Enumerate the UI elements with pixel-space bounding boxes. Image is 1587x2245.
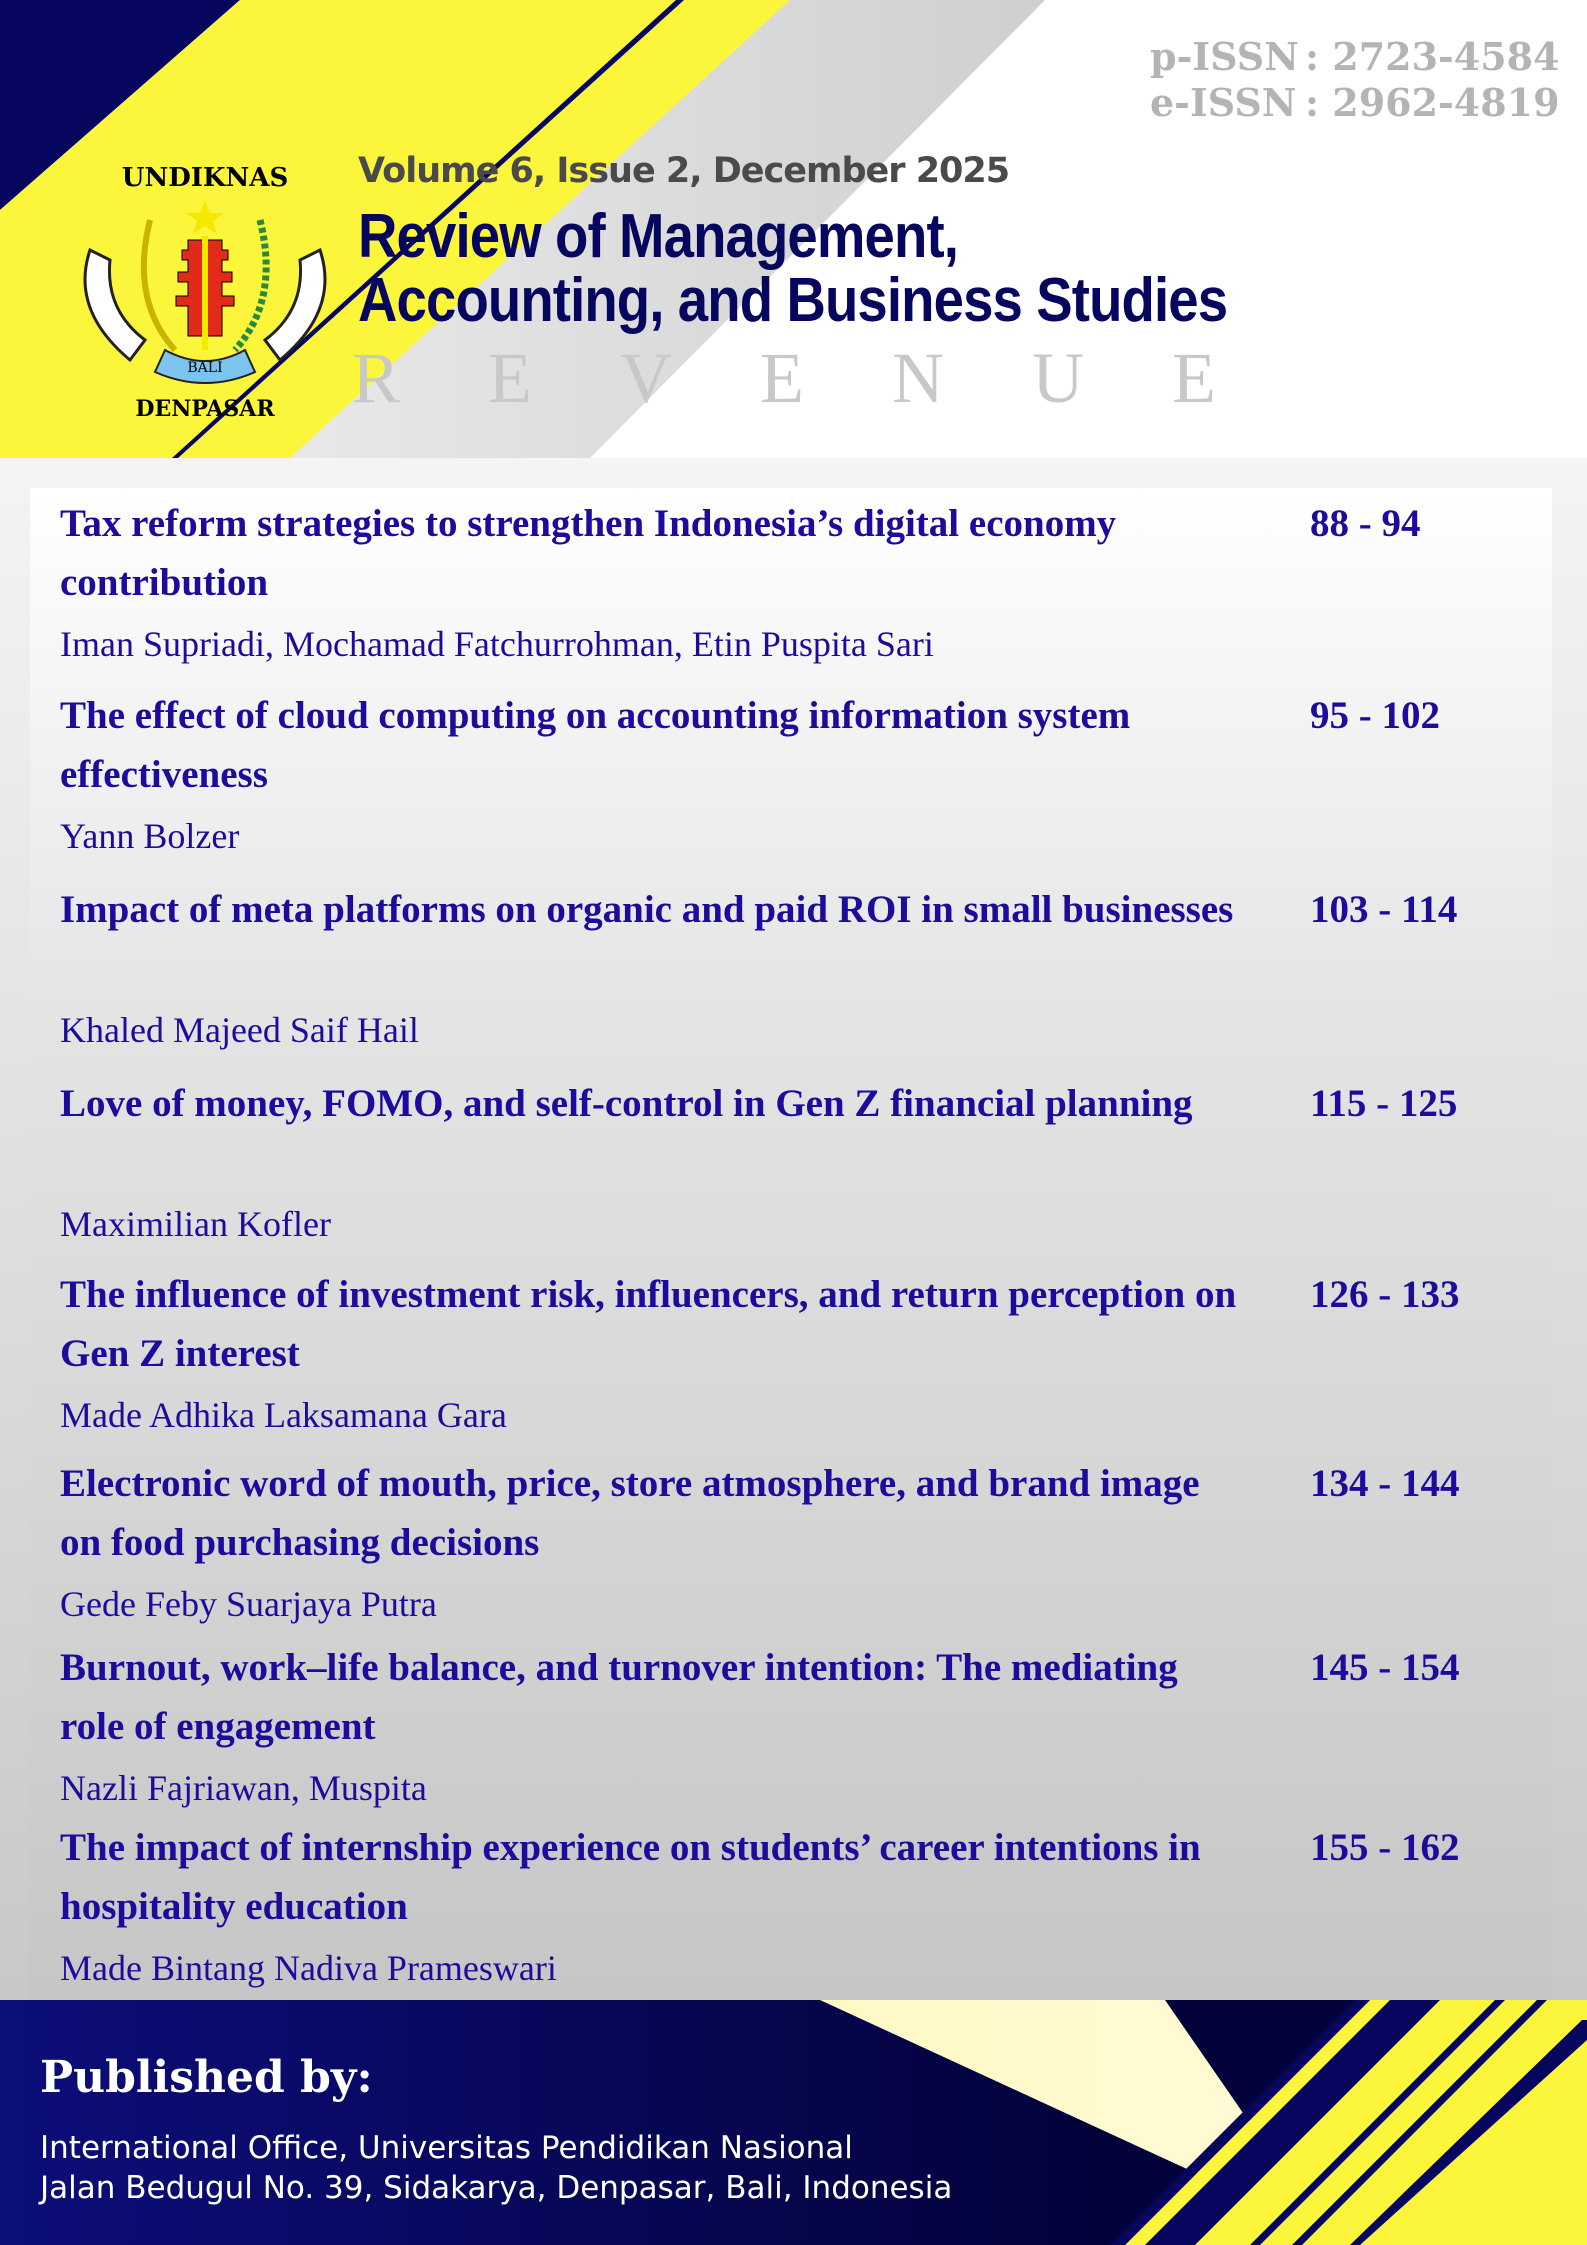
article-pages: 126 - 133 <box>1310 1273 1460 1316</box>
article-pages: 88 - 94 <box>1310 502 1421 545</box>
article-pages: 145 - 154 <box>1310 1646 1460 1689</box>
article-pages: 134 - 144 <box>1310 1462 1460 1505</box>
article-authors: Yann Bolzer <box>60 816 240 856</box>
p-issn: p-ISSN : 2723-4584 <box>1150 34 1560 79</box>
article-entry <box>30 1638 1530 1828</box>
article-title: The impact of internship experience on students’ career intentions in hospitality education <box>60 1826 1201 1928</box>
article-authors: Made Adhika Laksamana Gara <box>60 1395 507 1435</box>
svg-text:UNDIKNAS: UNDIKNAS <box>121 163 289 193</box>
article-title: Tax reform strategies to strengthen Indonesia’s digital economy contribution <box>60 502 1117 604</box>
article-entry <box>30 686 1530 876</box>
article-pages: 103 - 114 <box>1310 888 1458 931</box>
article-entry <box>30 1818 1530 2008</box>
article-entry <box>30 1454 1530 1644</box>
article-title: Impact of meta platforms on organic and paid ROI in small businesses <box>60 888 1234 931</box>
article-authors: Khaled Majeed Saif Hail <box>60 1010 419 1050</box>
e-issn: e-ISSN : 2962-4819 <box>1150 80 1560 125</box>
article-pages: 95 - 102 <box>1310 694 1440 737</box>
issn-block <box>1150 34 1560 126</box>
article-authors: Maximilian Kofler <box>60 1204 331 1244</box>
volume-issue: Volume 6, Issue 2, December 2025 <box>358 151 1010 191</box>
article-title: The effect of cloud computing on accounting information system effectiveness <box>60 694 1131 796</box>
article-title: Love of money, FOMO, and self-control in Gen Z financial planning <box>60 1082 1193 1125</box>
journal-acronym: REVENUE <box>352 338 1304 418</box>
article-authors: Made Bintang Nadiva Prameswari <box>60 1948 557 1988</box>
article-authors: Iman Supriadi, Mochamad Fatchurrohman, Etin Puspita Sari <box>60 624 934 664</box>
published-by-heading: Published by: <box>40 2052 373 2103</box>
undiknas-logo-icon <box>70 150 340 420</box>
article-authors: Nazli Fajriawan, Muspita <box>60 1768 427 1808</box>
journal-title: Review of Management, Accounting, and Business Studies <box>358 202 1228 335</box>
article-entry <box>30 1074 1530 1264</box>
svg-text:BALI: BALI <box>187 360 223 376</box>
article-authors: Gede Feby Suarjaya Putra <box>60 1584 437 1624</box>
article-title: Burnout, work–life balance, and turnover intention: The mediating role of engagement <box>60 1646 1178 1748</box>
article-title: Electronic word of mouth, price, store atmosphere, and brand image on food purchasing decisions <box>60 1462 1200 1564</box>
article-entry <box>30 1265 1530 1455</box>
svg-text:DENPASAR: DENPASAR <box>135 396 275 420</box>
article-title: The influence of investment risk, influencers, and return perception on Gen Z interest <box>60 1273 1237 1375</box>
publisher-footer <box>0 2000 1587 2245</box>
article-pages: 155 - 162 <box>1310 1826 1460 1869</box>
article-entry <box>30 494 1530 684</box>
article-pages: 115 - 125 <box>1310 1082 1458 1125</box>
article-entry <box>30 880 1530 1070</box>
publisher-address: International Office, Universitas Pendidikan Nasional Jalan Bedugul No. 39, Sidakarya, Denpasar, Bali, Indonesia <box>40 2130 953 2206</box>
cover-header <box>0 0 1587 458</box>
yellow-stripes <box>0 2000 1587 2245</box>
